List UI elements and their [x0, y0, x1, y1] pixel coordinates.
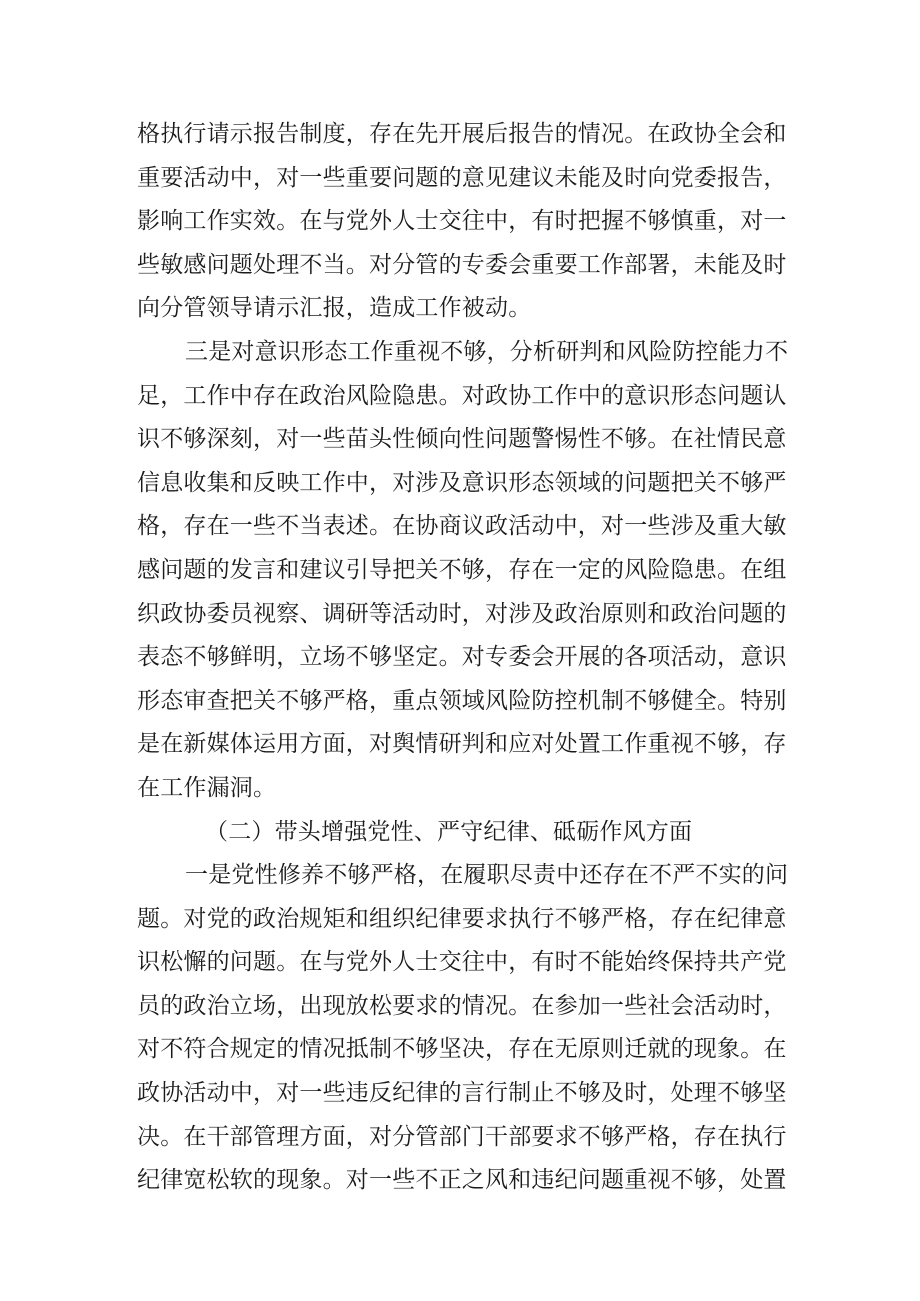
paragraph-first-line: 三是对意识形态工作重视不够，分析研判和风险防控能力不 — [185, 338, 789, 365]
text-line: 影响工作实效。在与党外人士交往中，有时把握不够慎重，对一 — [137, 208, 787, 235]
text-line: 感问题的发言和建议引导把关不够，存在一定的风险隐患。在组 — [137, 556, 787, 583]
text-line: 识不够深刻，对一些苗头性倾向性问题警惕性不够。在社情民意 — [137, 426, 787, 453]
text-line: 在工作漏洞。 — [137, 774, 277, 801]
text-line: 政协活动中，对一些违反纪律的言行制止不够及时，处理不够坚 — [137, 1080, 787, 1107]
text-line: 形态审查把关不够严格，重点领域风险防控机制不够健全。特别 — [137, 687, 787, 714]
text-line: 题。对党的政治规矩和组织纪律要求执行不够严格，存在纪律意 — [137, 905, 787, 932]
section-heading: （二）带头增强党性、严守纪律、砥砺作风方面 — [205, 818, 693, 845]
paragraph-first-line: 一是党性修养不够严格，在履职尽责中还存在不严不实的问 — [185, 862, 789, 889]
document-page — [137, 113, 789, 1203]
text-line: 织政协委员视察、调研等活动时，对涉及政治原则和政治问题的 — [137, 600, 787, 627]
text-line: 决。在干部管理方面，对分管部门干部要求不够严格，存在执行 — [137, 1123, 787, 1150]
text-line: 纪律宽松软的现象。对一些不正之风和违纪问题重视不够，处置 — [137, 1167, 787, 1194]
text-line: 是在新媒体运用方面，对舆情研判和应对处置工作重视不够，存 — [137, 731, 787, 758]
text-line: 格执行请示报告制度，存在先开展后报告的情况。在政协全会和 — [137, 121, 787, 147]
text-line: 足，工作中存在政治风险隐患。对政协工作中的意识形态问题认 — [137, 382, 787, 409]
text-line: 员的政治立场，出现放松要求的情况。在参加一些社会活动时， — [137, 992, 787, 1019]
text-line: 对不符合规定的情况抵制不够坚决，存在无原则迁就的现象。在 — [137, 1036, 787, 1063]
text-line: 重要活动中，对一些重要问题的意见建议未能及时向党委报告， — [137, 164, 787, 191]
text-line: 些敏感问题处理不当。对分管的专委会重要工作部署，未能及时 — [137, 251, 787, 278]
text-line: 格，存在一些不当表述。在协商议政活动中，对一些涉及重大敏 — [137, 513, 787, 540]
text-line: 向分管领导请示汇报，造成工作被动。 — [137, 295, 532, 322]
text-line: 识松懈的问题。在与党外人士交往中，有时不能始终保持共产党 — [137, 949, 787, 976]
text-line: 信息收集和反映工作中，对涉及意识形态领域的问题把关不够严 — [137, 469, 787, 496]
text-line: 表态不够鲜明，立场不够坚定。对专委会开展的各项活动，意识 — [137, 644, 787, 671]
